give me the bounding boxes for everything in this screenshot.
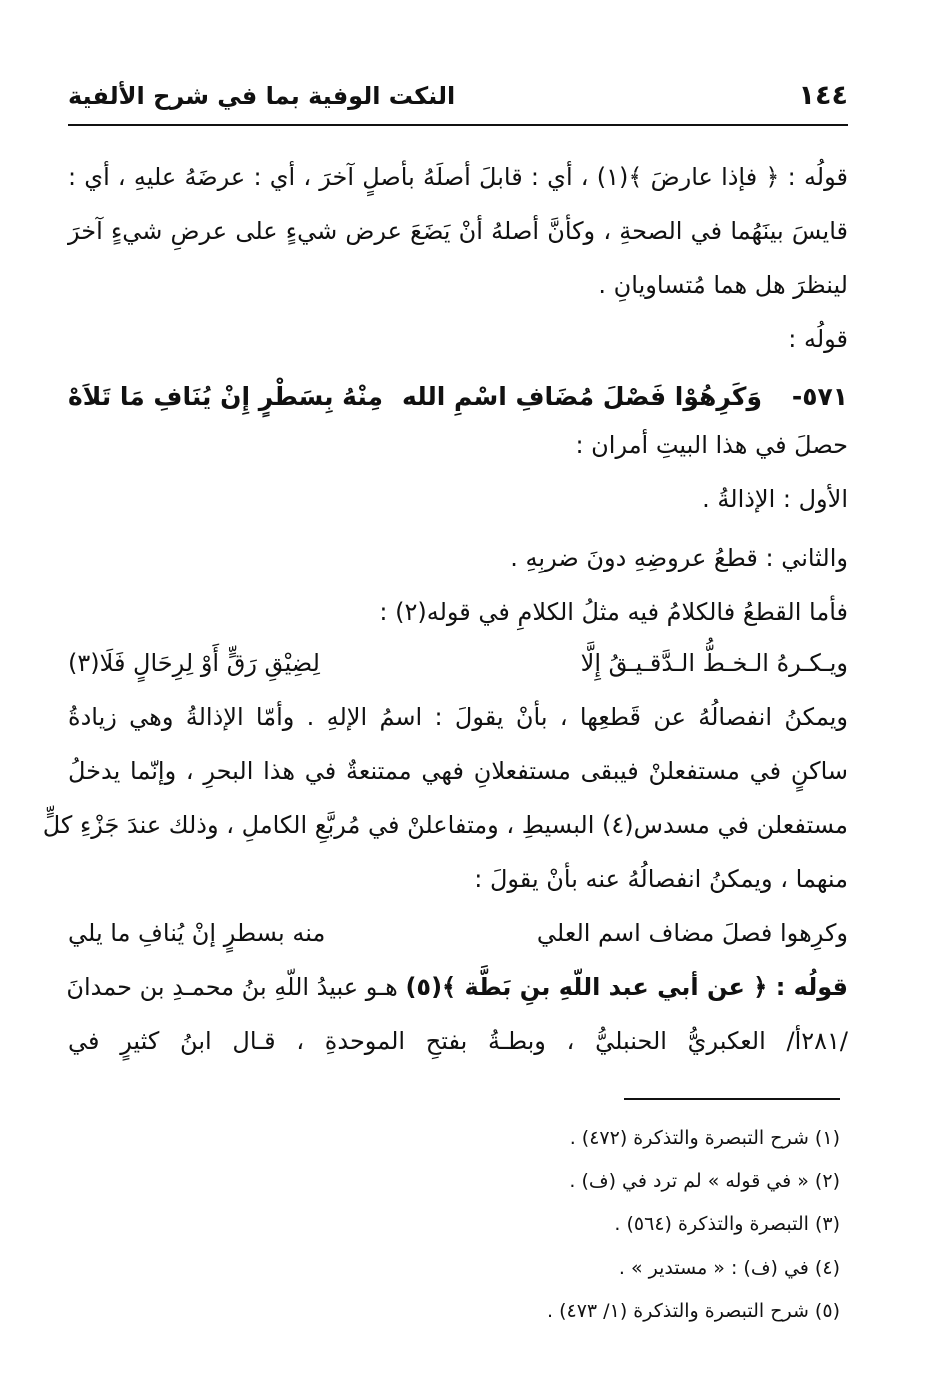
body-line-3: لينظرَ هل هما مُتساويانِ .	[598, 271, 848, 299]
body-line-1: قولُه : ﴿ فإذا عارضَ ﴾(١) ، أي : قابلَ أصلَهُ بأصلٍ آخرَ ، أي : عرضَهُ عليهِ ، أي :	[68, 163, 848, 191]
poem-1-first-hemistich: ويـكـرهُ الـخـطُّ الـدَّقـيـقُ إِلَّا	[580, 649, 848, 677]
verse-second-hemistich: مِنْهُ بِسَطْرٍ إِنْ يُنَافِ مَا تَلاَهْ	[68, 382, 384, 411]
poem-1-second-hemistich: لِضِيْقِ رَقٍّ أَوْ لِرِحَالٍ فَلَا(٣)	[68, 649, 320, 677]
poem-2-second-hemistich: منه بسطرٍ إنْ يُنافِ ما يلي	[68, 919, 326, 947]
poem-2-first-hemistich: وكرِهوا فصلَ مضاف اسم العلي	[536, 919, 848, 947]
body-line-8: فأما القطعُ فالكلامُ فيه مثلُ الكلامِ في قوله(٢) :	[379, 598, 848, 626]
footnote-4: (٤) في (ف) : « مستدير » .	[618, 1257, 840, 1279]
quoted-poem-2	[68, 906, 848, 960]
body-line-11: مستفعلن في مسدس(٤) البسيطِ ، ومتفاعلنْ في مُربَّعِ الكاملِ ، وذلك عندَ جَزْءِ كلٍّ	[42, 811, 848, 839]
body-line-13-lead: قولُه : ﴿ عن أبي عبد اللّهِ بنِ بَطَّة ﴾(٥)	[405, 973, 848, 1001]
quoted-poem-1	[68, 636, 848, 690]
body-line-10: ساكنٍ في مستفعلنْ فيبقى مستفعلانِ فهي ممتنعةٌ في هذا البحرِ ، وإنّما يدخلُ	[68, 757, 848, 785]
footnote-5: (٥) شرح التبصرة والتذكرة (١/ ٤٧٣) .	[547, 1300, 840, 1322]
body-line-12: منهما ، ويمكنُ انفصالُهُ عنه بأنْ يقولَ :	[474, 865, 848, 893]
body-line-13	[68, 960, 848, 1014]
verse-first-hemistich: وَكَرِهُوْا فَصْلَ مُضَافِ اسْمِ الله	[402, 382, 762, 411]
body-line-5: حصلَ في هذا البيتِ أمران :	[575, 431, 848, 459]
page-header	[68, 76, 848, 116]
body-line-6: الأول : الإذالةُ .	[702, 485, 848, 513]
footnote-3: (٣) التبصرة والتذكرة (٥٦٤) .	[614, 1213, 840, 1235]
running-title: النكت الوفية بما في شرح الألفية	[68, 82, 456, 110]
footnote-2: (٢) « في قوله » لم ترد في (ف) .	[569, 1170, 840, 1192]
header-rule	[68, 124, 848, 126]
verse-number: ٥٧١-	[791, 382, 848, 411]
body-line-13-rest: هـو عبيدُ اللّهِ بنُ محمـدِ بن حمدانَ	[66, 973, 398, 1001]
body-line-4: قولُه :	[788, 325, 848, 353]
footnote-1: (١) شرح التبصرة والتذكرة (٤٧٢) .	[569, 1127, 840, 1149]
body-line-9: ويمكنُ انفصالُهُ عن قَطعِها ، بأنْ يقولَ : اسمُ الإلهِ . وأمّا الإذالةُ وهي زيادةُ	[68, 703, 848, 731]
body-line-2: قايسَ بينَهُما في الصحةِ ، وكأنَّ أصلهُ أنْ يَضَعَ عرض شيءٍ على عرضِ شيءٍ آخرَ	[68, 217, 848, 245]
body-line-14: /٢٨١أ/ العكبريُّ الحنبليُّ ، وبطـةُ بفتحِ الموحدةِ ، قـال ابنُ كثيرٍ في	[68, 1027, 848, 1055]
footnote-rule	[624, 1098, 840, 1100]
page-number: ١٤٤	[798, 80, 848, 111]
body-line-7: والثاني : قطعُ عروضِهِ دونَ ضربِهِ .	[510, 544, 848, 572]
